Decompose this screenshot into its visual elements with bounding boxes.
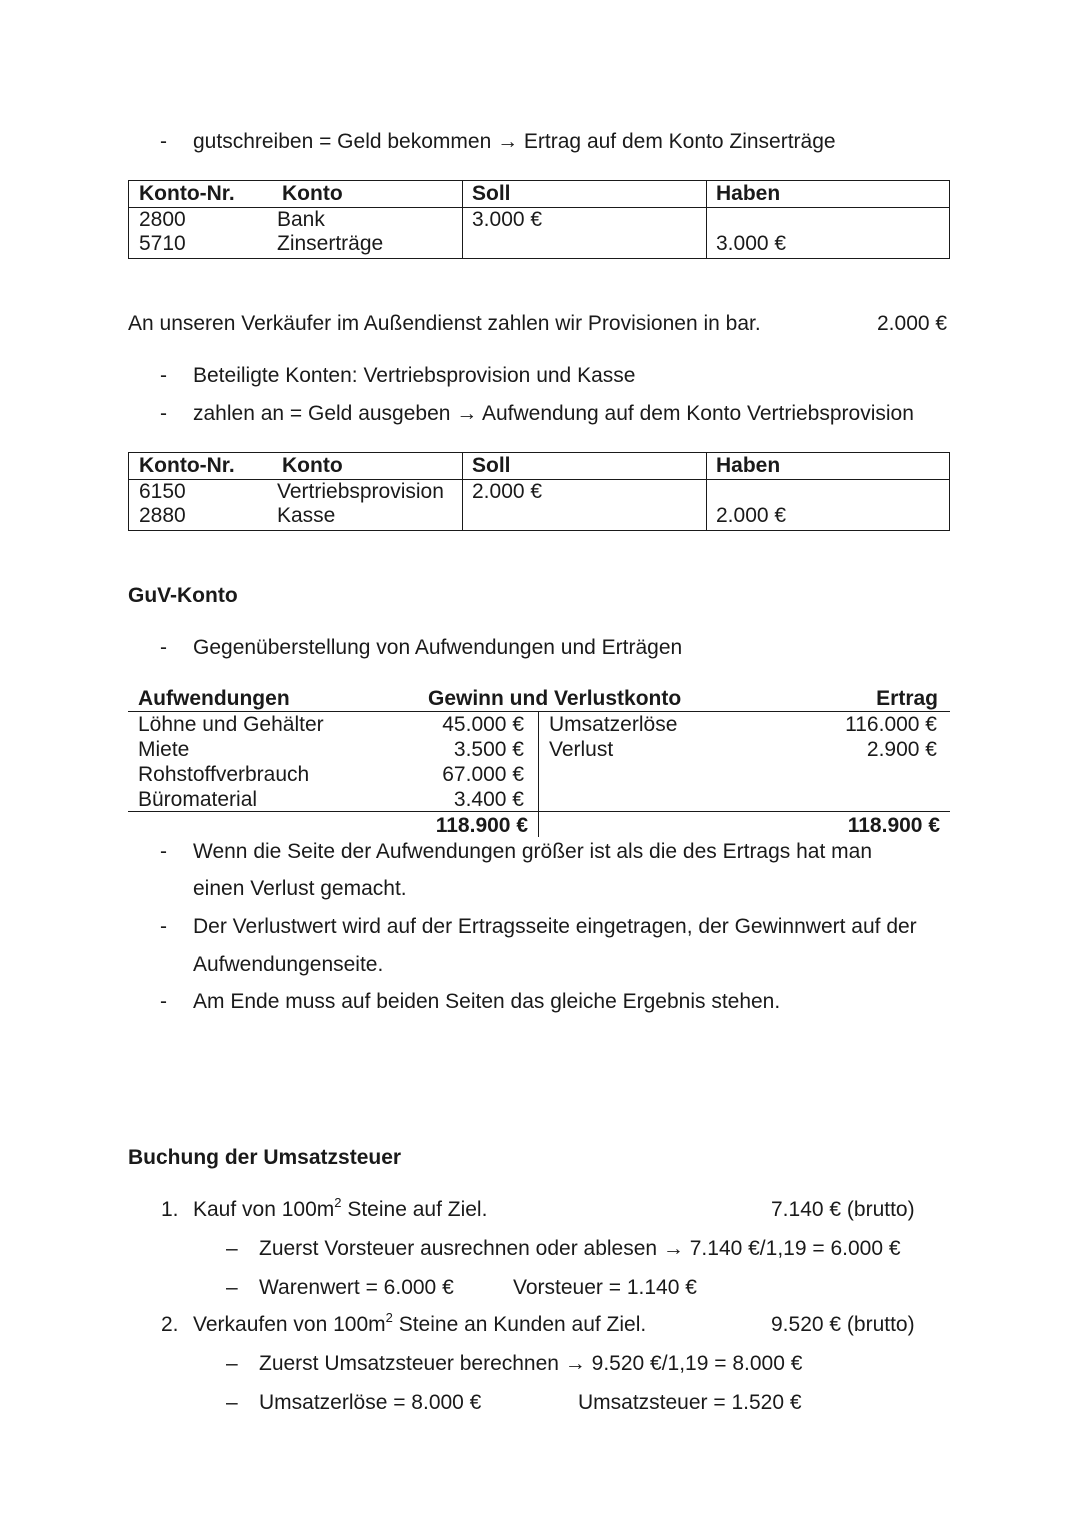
cell-nr: 6150 xyxy=(139,480,186,503)
list-number: 1. xyxy=(161,1198,179,1221)
guv-bullet-3: Am Ende muss auf beiden Seiten das gleiche Ergebnis stehen. xyxy=(193,990,781,1013)
bullet-dash: - xyxy=(160,130,167,153)
ust-item-1-text xyxy=(193,1195,488,1222)
ertrag-label: Verlust xyxy=(549,738,614,761)
aufwand-value: 3.400 € xyxy=(453,788,524,811)
header-aufwendungen: Aufwendungen xyxy=(138,687,290,710)
ertrag-value: 116.000 € xyxy=(845,713,937,736)
ust-heading: Buchung der Umsatzsteuer xyxy=(128,1146,402,1169)
divider xyxy=(462,208,463,258)
guv-intro-bullet: Gegenüberstellung von Aufwendungen und Erträgen xyxy=(193,636,683,659)
divider xyxy=(462,480,463,530)
provision-amount: 2.000 € xyxy=(877,312,948,335)
item-text-pre: Verkaufen von 100m xyxy=(193,1313,386,1336)
divider xyxy=(462,181,463,207)
endash-bullet: – xyxy=(226,1352,238,1375)
table-body xyxy=(129,208,949,258)
cell-haben: 3.000 € xyxy=(716,232,787,255)
ust-item-1-sub-2b: Vorsteuer = 1.140 € xyxy=(513,1276,697,1299)
guv-t-account xyxy=(128,686,950,838)
endash-bullet: – xyxy=(226,1237,238,1260)
bullet-dash: - xyxy=(160,364,167,387)
ust-item-1-amount: 7.140 € (brutto) xyxy=(771,1198,915,1221)
guv-bullet-1-line1: Wenn die Seite der Aufwendungen größer ist als die des Ertrags hat man xyxy=(193,840,873,863)
aufwand-label: Büromaterial xyxy=(138,788,258,811)
journal-table-provision xyxy=(128,452,950,531)
ust-item-1-sub-2a: Warenwert = 6.000 € xyxy=(259,1276,454,1299)
table-header xyxy=(129,181,949,208)
header-konto-nr: Konto-Nr. xyxy=(139,454,235,477)
ust-item-2-text xyxy=(193,1310,647,1337)
header-haben: Haben xyxy=(716,454,781,477)
provision-text: An unseren Verkäufer im Außendienst zahlen wir Provisionen in bar. xyxy=(128,312,761,335)
cell-konto: Bank xyxy=(277,208,325,231)
cell-nr: 5710 xyxy=(139,232,186,255)
aufwand-value: 45.000 € xyxy=(442,713,524,736)
item-text-post: Steine auf Ziel. xyxy=(341,1198,488,1221)
zins-bullet-text: gutschreiben = Geld bekommen → Ertrag auf dem Konto Zinserträge xyxy=(193,130,836,153)
divider xyxy=(706,208,707,258)
header-konto-nr: Konto-Nr. xyxy=(139,182,235,205)
header-soll: Soll xyxy=(472,454,511,477)
aufwand-value: 3.500 € xyxy=(453,738,524,761)
ertrag-value: 2.900 € xyxy=(866,738,937,761)
cell-konto: Zinserträge xyxy=(277,232,384,255)
cell-soll: 2.000 € xyxy=(472,480,543,503)
cell-soll: 3.000 € xyxy=(472,208,543,231)
ertrag-total: 118.900 € xyxy=(847,814,940,837)
aufwand-label: Löhne und Gehälter xyxy=(138,713,324,736)
bullet-dash: - xyxy=(160,636,167,659)
divider xyxy=(706,480,707,530)
aufwand-total: 118.900 € xyxy=(435,814,528,837)
aufwand-label: Rohstoffverbrauch xyxy=(138,763,310,786)
journal-table-zins xyxy=(128,180,950,259)
aufwand-value: 67.000 € xyxy=(442,763,524,786)
cell-haben: 2.000 € xyxy=(716,504,787,527)
ust-item-2-amount: 9.520 € (brutto) xyxy=(771,1313,915,1336)
table-header xyxy=(129,453,949,480)
endash-bullet: – xyxy=(226,1276,238,1299)
guv-bullet-2-line2: Aufwendungenseite. xyxy=(193,953,384,976)
bullet-dash: - xyxy=(160,402,167,425)
superscript: 2 xyxy=(334,1195,342,1210)
center-divider xyxy=(538,711,539,837)
bullet-dash: - xyxy=(160,915,167,938)
header-gewinn-verlust: Gewinn und Verlustkonto xyxy=(428,687,682,710)
ertrag-label: Umsatzerlöse xyxy=(549,713,678,736)
superscript: 2 xyxy=(385,1310,393,1325)
divider xyxy=(706,453,707,479)
provision-bullet-2: zahlen an = Geld ausgeben → Aufwendung auf dem Konto Vertriebsprovision xyxy=(193,402,914,425)
bullet-dash: - xyxy=(160,840,167,863)
provision-bullet-1: Beteiligte Konten: Vertriebsprovision und Kasse xyxy=(193,364,636,387)
cell-nr: 2880 xyxy=(139,504,186,527)
item-text-pre: Kauf von 100m xyxy=(193,1198,335,1221)
cell-nr: 2800 xyxy=(139,208,186,231)
guv-bullet-2-line1: Der Verlustwert wird auf der Ertragsseite eingetragen, der Gewinnwert auf der xyxy=(193,915,917,938)
header-soll: Soll xyxy=(472,182,511,205)
ust-item-2-sub-1: Zuerst Umsatzsteuer berechnen → 9.520 €/1,19 = 8.000 € xyxy=(259,1352,803,1375)
header-konto: Konto xyxy=(282,182,343,205)
table-body xyxy=(129,480,949,530)
total-rule xyxy=(128,811,950,812)
item-text-post: Steine an Kunden auf Ziel. xyxy=(392,1313,647,1336)
header-ertrag: Ertrag xyxy=(876,687,938,710)
list-number: 2. xyxy=(161,1313,179,1336)
bullet-dash: - xyxy=(160,990,167,1013)
cell-konto: Kasse xyxy=(277,504,336,527)
header-haben: Haben xyxy=(716,182,781,205)
ust-item-2-sub-2b: Umsatzsteuer = 1.520 € xyxy=(578,1391,802,1414)
header-konto: Konto xyxy=(282,454,343,477)
aufwand-label: Miete xyxy=(138,738,190,761)
ust-item-1-sub-1: Zuerst Vorsteuer ausrechnen oder ablesen → 7.140 €/1,19 = 6.000 € xyxy=(259,1237,901,1260)
endash-bullet: – xyxy=(226,1391,238,1414)
ust-item-2-sub-2a: Umsatzerlöse = 8.000 € xyxy=(259,1391,482,1414)
guv-heading: GuV-Konto xyxy=(128,584,238,607)
divider xyxy=(462,453,463,479)
divider xyxy=(706,181,707,207)
cell-konto: Vertriebsprovision xyxy=(277,480,444,503)
guv-bullet-1-line2: einen Verlust gemacht. xyxy=(193,877,407,900)
